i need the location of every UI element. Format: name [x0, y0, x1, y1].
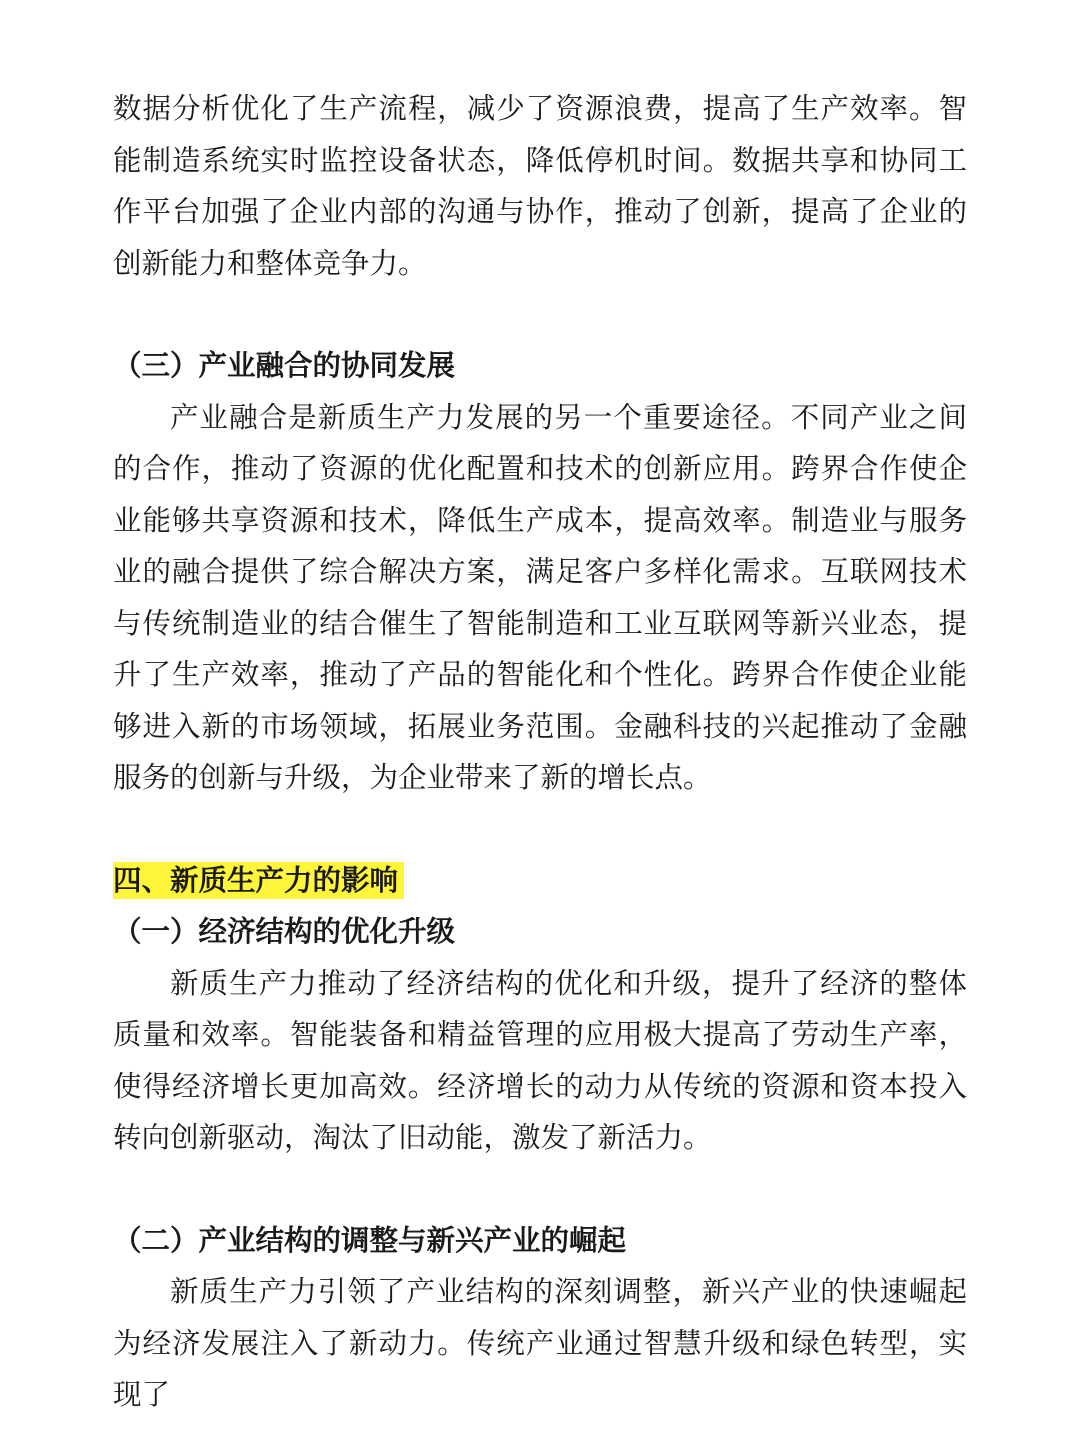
chapter-4-heading [113, 855, 967, 907]
spacer [113, 804, 967, 855]
spacer [113, 1164, 967, 1215]
chapter-4-heading-text: 四、新质生产力的影响 [113, 862, 404, 899]
intro-paragraph: 数据分析优化了生产流程，减少了资源浪费，提高了生产效率。智能制造系统实时监控设备状态，降低停机时间。数据共享和协同工作平台加强了企业内部的沟通与协作，推动了创新，提高了企业的创新能力和整体竞争力。 [113, 92, 967, 280]
chapter-4-sub-2-heading: （二）产业结构的调整与新兴产业的崛起 [113, 1223, 627, 1257]
chapter-4-sub-1-paragraph: 新质生产力推动了经济结构的优化和升级，提升了经济的整体质量和效率。智能装备和精益管理的应用极大提高了劳动生产率，使得经济增长更加高效。经济增长的动力从传统的资源和资本投入转向创新驱动，淘汰了旧动能，激发了新活力。 [113, 966, 967, 1154]
chapter-4-sub-1-heading: （一）经济结构的优化升级 [113, 915, 456, 948]
spacer [113, 289, 967, 340]
document-page [113, 83, 967, 1421]
section-3-heading: （三）产业融合的协同发展 [113, 349, 456, 382]
section-3-paragraph: 产业融合是新质生产力发展的另一个重要途径。不同产业之间的合作，推动了资源的优化配置和技术的创新应用。跨界合作使企业能够共享资源和技术，降低生产成本，提高效率。制造业与服务业的融合提供了综合解决方案，满足客户多样化需求。互联网技术与传统制造业的结合催生了智能制造和工业互联网等新兴业态，提升了生产效率，推动了产品的智能化和个性化。跨界合作使企业能够进入新的市场领域，拓展业务范围。金融科技的兴起推动了金融服务的创新与升级，为企业带来了新的增长点。 [113, 400, 967, 794]
chapter-4-sub-2-paragraph: 新质生产力引领了产业结构的深刻调整，新兴产业的快速崛起为经济发展注入了新动力。传统产业通过智慧升级和绿色转型，实现了 [113, 1275, 967, 1411]
